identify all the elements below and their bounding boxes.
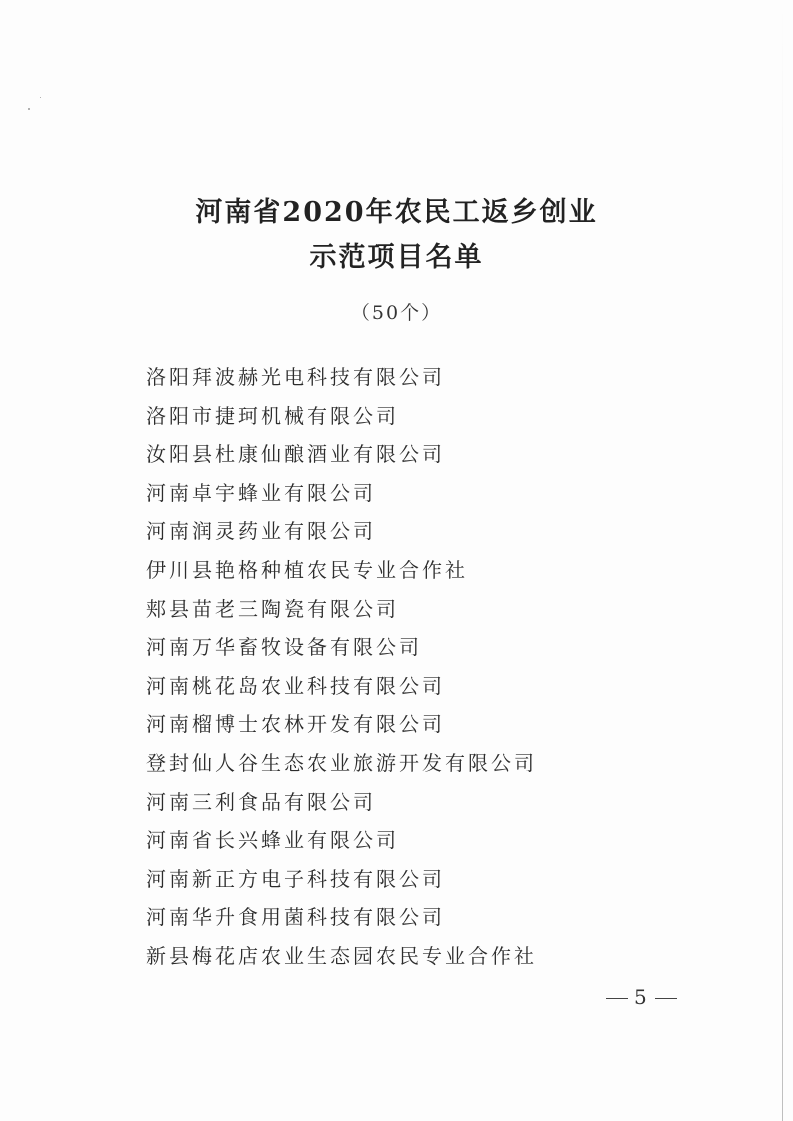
page-number	[600, 985, 700, 1009]
list-item: 河南润灵药业有限公司	[146, 519, 376, 544]
document-title-line1: 河南省2020年农民工返乡创业	[195, 197, 598, 228]
page-number-value: 5	[634, 985, 649, 1009]
list-item: 河南新正方电子科技有限公司	[146, 866, 445, 891]
item-count-note: （50个）	[350, 302, 443, 324]
list-item: 新县梅花店农业生态园农民专业合作社	[146, 943, 537, 968]
list-item: 伊川县艳格种植农民专业合作社	[146, 557, 468, 582]
scan-edge-line	[782, 0, 783, 1121]
list-item: 河南榴博士农林开发有限公司	[146, 712, 445, 737]
document-title-line2: 示范项目名单	[309, 242, 484, 273]
list-item: 河南卓宇蜂业有限公司	[146, 480, 376, 505]
list-item: 郏县苗老三陶瓷有限公司	[146, 596, 399, 621]
project-list	[146, 358, 537, 976]
list-item: 河南三利食品有限公司	[146, 789, 376, 814]
list-item: 汝阳县杜康仙酿酒业有限公司	[146, 442, 445, 467]
list-item: 河南省长兴蜂业有限公司	[146, 828, 399, 853]
list-item: 登封仙人谷生态农业旅游开发有限公司	[146, 750, 537, 775]
list-item: 洛阳拜波赫光电科技有限公司	[146, 365, 445, 389]
list-item: 河南桃花岛农业科技有限公司	[146, 673, 445, 698]
list-item: 河南万华畜牧设备有限公司	[146, 635, 422, 660]
scan-speck	[40, 97, 41, 98]
dash-left	[606, 998, 628, 999]
scan-speck	[28, 108, 30, 110]
dash-right	[655, 998, 677, 999]
list-item: 洛阳市捷珂机械有限公司	[146, 403, 399, 428]
list-item: 河南华升食用菌科技有限公司	[146, 905, 445, 930]
